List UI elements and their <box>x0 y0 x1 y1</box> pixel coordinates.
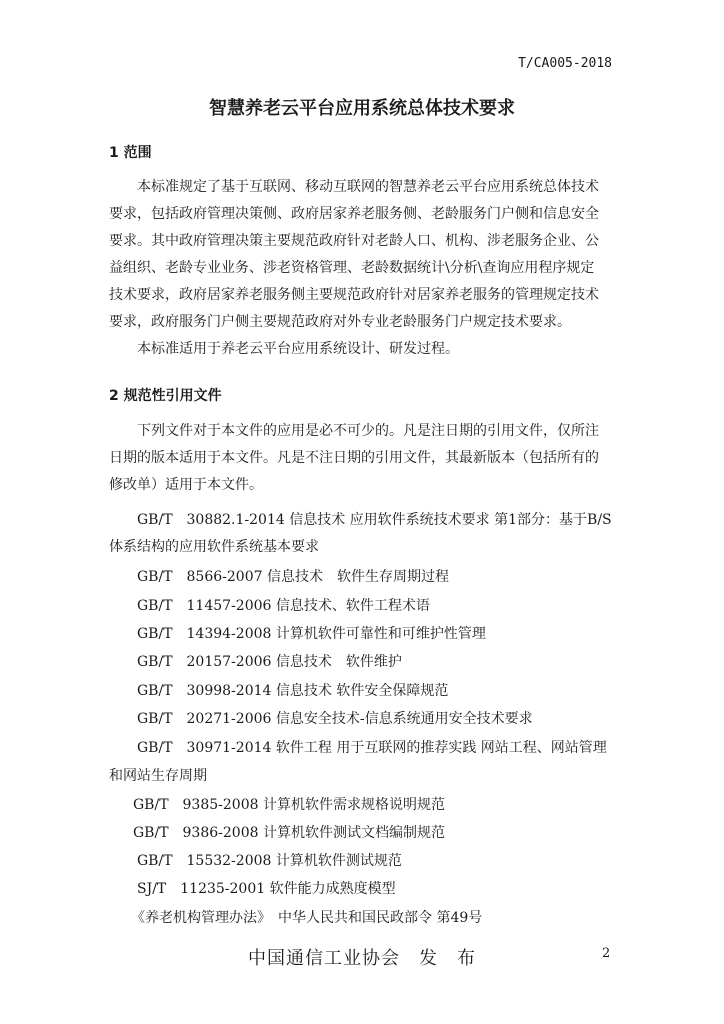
section-heading-scope: 1 范围 <box>109 145 152 161</box>
reference-item-continuation: 体系结构的应用软件系统基本要求 <box>109 539 319 555</box>
references-intro <box>109 418 614 499</box>
document-title: 智慧养老云平台应用系统总体技术要求 <box>209 98 515 119</box>
reference-item: GB/T 8566-2007 信息技术 软件生存周期过程 <box>137 569 449 585</box>
scope-paragraph <box>109 174 614 363</box>
reference-item: GB/T 9386-2008 计算机软件测试文档编制规范 <box>133 825 445 841</box>
reference-item-continuation: 和网站生存周期 <box>109 768 207 784</box>
text-line: 本标准适用于养老云平台应用系统设计、研发过程。 <box>137 341 459 357</box>
text-line: 要求，包括政府管理决策侧、政府居家养老服务侧、老龄服务门户侧和信息安全 <box>109 206 599 222</box>
text-line: 日期的版本适用于本文件。凡是不注日期的引用文件，其最新版本（包括所有的 <box>109 450 599 466</box>
text-line: 要求，政府服务门户侧主要规范政府对外专业老龄服务门户规定技术要求。 <box>109 314 571 330</box>
reference-item: GB/T 15532-2008 计算机软件测试规范 <box>137 853 402 869</box>
reference-item: GB/T 14394-2008 计算机软件可靠性和可维护性管理 <box>137 626 486 642</box>
text-line: 下列文件对于本文件的应用是必不可少的。凡是注日期的引用文件，仅所注 <box>137 423 599 439</box>
publisher-footer: 中国通信工业协会 发 布 <box>248 948 476 969</box>
text-line: 本标准规定了基于互联网、移动互联网的智慧养老云平台应用系统总体技术 <box>137 179 599 195</box>
reference-item: GB/T 11457-2006 信息技术、软件工程术语 <box>137 598 430 614</box>
page-number: 2 <box>602 946 611 961</box>
reference-item: GB/T 20271-2006 信息安全技术-信息系统通用安全技术要求 <box>137 711 533 727</box>
section-heading-normative-references: 2 规范性引用文件 <box>109 388 222 404</box>
text-line: 修改单）适用于本文件。 <box>109 477 263 493</box>
reference-item: 《养老机构管理办法》 中华人民共和国民政部令 第49号 <box>131 910 483 926</box>
text-line: 技术要求，政府居家养老服务侧主要规范政府针对居家养老服务的管理规定技术 <box>109 287 599 303</box>
text-line: 要求。其中政府管理决策主要规范政府针对老龄人口、机构、涉老服务企业、公 <box>109 233 599 249</box>
reference-item: GB/T 30971-2014 软件工程 用于互联网的推荐实践 网站工程、网站管理 <box>137 740 607 756</box>
reference-item: SJ/T 11235-2001 软件能力成熟度模型 <box>137 881 396 897</box>
reference-item: GB/T 9385-2008 计算机软件需求规格说明规范 <box>133 797 445 813</box>
reference-item: GB/T 30998-2014 信息技术 软件安全保障规范 <box>137 683 449 699</box>
reference-item: GB/T 30882.1-2014 信息技术 应用软件系统技术要求 第1部分：基于B/S <box>137 512 612 528</box>
text-line: 益组织、老龄专业业务、涉老资格管理、老龄数据统计\分析\查询应用程序规定 <box>109 260 595 276</box>
document-code: T/CA005-2018 <box>518 56 612 71</box>
reference-item: GB/T 20157-2006 信息技术 软件维护 <box>137 654 402 670</box>
